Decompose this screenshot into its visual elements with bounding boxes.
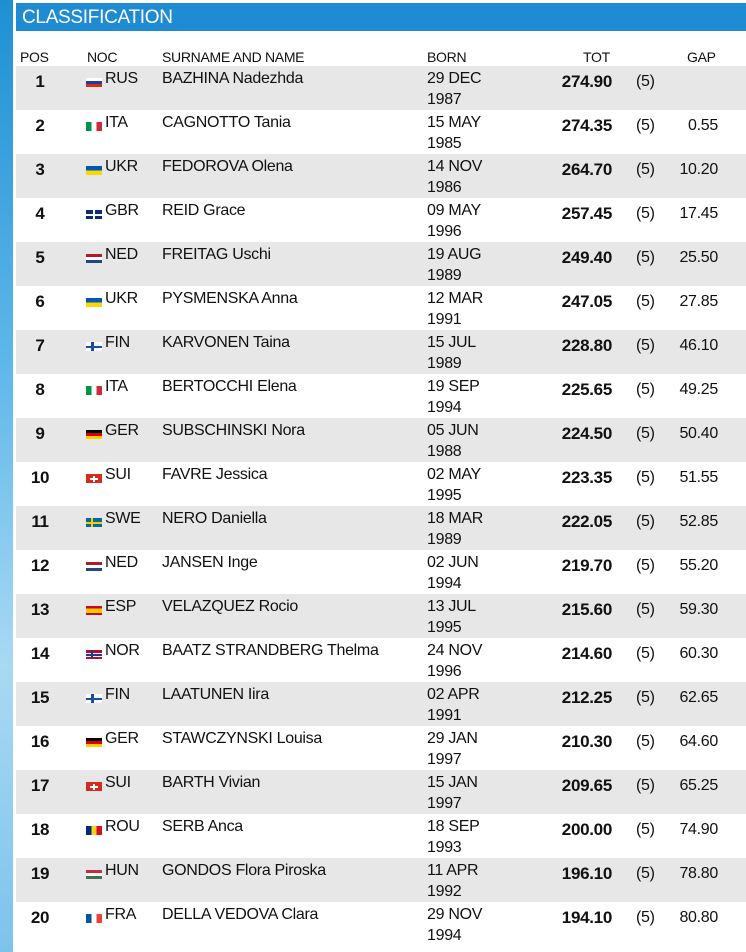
row-born bbox=[427, 200, 507, 242]
table-row bbox=[16, 594, 746, 638]
table-row bbox=[16, 286, 746, 330]
row-noc: NOR bbox=[105, 642, 140, 659]
table-row bbox=[16, 110, 746, 154]
flag-icon bbox=[86, 782, 102, 791]
column-header-born: BORN bbox=[427, 49, 467, 65]
flag-icon bbox=[86, 254, 102, 263]
born-day: 02 JUN bbox=[427, 554, 479, 571]
row-dives: (5) bbox=[636, 117, 655, 134]
row-total: 214.60 bbox=[561, 644, 612, 663]
row-athlete-name: STAWCZYNSKI Louisa bbox=[162, 730, 322, 747]
born-day: 19 AUG bbox=[427, 246, 482, 263]
row-born bbox=[427, 552, 507, 594]
row-position: 3 bbox=[35, 160, 45, 179]
row-gap: 60.30 bbox=[679, 645, 718, 662]
table-row bbox=[16, 770, 746, 814]
row-born bbox=[427, 332, 507, 374]
row-total: 212.25 bbox=[561, 688, 612, 707]
row-gap: 10.20 bbox=[679, 161, 718, 178]
column-header-pos: POS bbox=[20, 49, 49, 65]
born-year: 1989 bbox=[427, 267, 462, 284]
born-year: 1994 bbox=[427, 927, 462, 944]
row-born bbox=[427, 420, 507, 462]
row-gap: 52.85 bbox=[679, 513, 718, 530]
table-row bbox=[16, 418, 746, 462]
flag-icon bbox=[86, 826, 102, 835]
row-born bbox=[427, 816, 507, 858]
row-athlete-name: FEDOROVA Olena bbox=[162, 158, 293, 175]
row-total: 274.35 bbox=[561, 116, 612, 135]
row-noc: SWE bbox=[105, 510, 141, 527]
row-dives: (5) bbox=[636, 733, 655, 750]
decorative-sidebar bbox=[0, 0, 13, 952]
row-dives: (5) bbox=[636, 601, 655, 618]
row-athlete-name: NERO Daniella bbox=[162, 510, 267, 527]
born-day: 15 MAY bbox=[427, 114, 481, 131]
row-born bbox=[427, 156, 507, 198]
flag-icon bbox=[86, 694, 102, 703]
born-day: 02 APR bbox=[427, 686, 480, 703]
row-born bbox=[427, 728, 507, 770]
row-born bbox=[427, 464, 507, 506]
table-row bbox=[16, 902, 746, 946]
row-dives: (5) bbox=[636, 249, 655, 266]
table-row bbox=[16, 462, 746, 506]
flag-icon bbox=[86, 474, 102, 483]
row-position: 2 bbox=[35, 116, 45, 135]
row-born bbox=[427, 904, 507, 946]
row-athlete-name: VELAZQUEZ Rocio bbox=[162, 598, 298, 615]
born-year: 1991 bbox=[427, 311, 462, 328]
row-position: 5 bbox=[35, 248, 45, 267]
row-total: 200.00 bbox=[561, 820, 612, 839]
row-athlete-name: BAZHINA Nadezhda bbox=[162, 70, 304, 87]
row-born bbox=[427, 860, 507, 902]
born-day: 29 JAN bbox=[427, 730, 478, 747]
row-noc: UKR bbox=[105, 290, 138, 307]
flag-icon bbox=[86, 122, 102, 131]
row-born bbox=[427, 244, 507, 286]
row-gap: 59.30 bbox=[679, 601, 718, 618]
row-total: 224.50 bbox=[561, 424, 612, 443]
row-gap: 50.40 bbox=[679, 425, 718, 442]
table-row bbox=[16, 66, 746, 110]
row-total: 196.10 bbox=[561, 864, 612, 883]
row-position: 17 bbox=[30, 776, 50, 795]
born-year: 1994 bbox=[427, 399, 462, 416]
row-position: 11 bbox=[31, 512, 49, 531]
row-dives: (5) bbox=[636, 865, 655, 882]
row-noc: ITA bbox=[105, 114, 128, 131]
row-born bbox=[427, 684, 507, 726]
flag-icon bbox=[86, 166, 102, 175]
born-year: 1996 bbox=[427, 663, 462, 680]
row-dives: (5) bbox=[636, 205, 655, 222]
column-header-gap: GAP bbox=[687, 49, 716, 65]
born-day: 09 MAY bbox=[427, 202, 481, 219]
row-gap: 74.90 bbox=[679, 821, 718, 838]
row-total: 257.45 bbox=[561, 204, 612, 223]
row-athlete-name: KARVONEN Taina bbox=[162, 334, 290, 351]
born-year: 1986 bbox=[427, 179, 462, 196]
table-row bbox=[16, 330, 746, 374]
row-athlete-name: LAATUNEN Iira bbox=[162, 686, 269, 703]
row-total: 210.30 bbox=[561, 732, 612, 751]
born-year: 1987 bbox=[427, 91, 462, 108]
row-position: 20 bbox=[30, 908, 50, 927]
row-total: 247.05 bbox=[561, 292, 612, 311]
row-noc: HUN bbox=[105, 862, 139, 879]
row-dives: (5) bbox=[636, 337, 655, 354]
row-total: 222.05 bbox=[561, 512, 612, 531]
row-noc: ESP bbox=[105, 598, 137, 615]
row-athlete-name: BAATZ STRANDBERG Thelma bbox=[162, 642, 379, 659]
flag-icon bbox=[86, 738, 102, 747]
born-year: 1997 bbox=[427, 751, 462, 768]
row-gap: 17.45 bbox=[679, 205, 718, 222]
row-gap: 78.80 bbox=[679, 865, 718, 882]
flag-icon bbox=[86, 298, 102, 307]
row-total: 223.35 bbox=[561, 468, 612, 487]
born-year: 1985 bbox=[427, 135, 462, 152]
born-day: 24 NOV bbox=[427, 642, 483, 659]
row-athlete-name: PYSMENSKA Anna bbox=[162, 290, 298, 307]
row-dives: (5) bbox=[636, 469, 655, 486]
row-dives: (5) bbox=[636, 381, 655, 398]
row-noc: FRA bbox=[105, 906, 137, 923]
row-noc: SUI bbox=[105, 466, 131, 483]
row-born bbox=[427, 596, 507, 638]
row-athlete-name: CAGNOTTO Tania bbox=[162, 114, 291, 131]
born-year: 1995 bbox=[427, 487, 462, 504]
born-day: 19 SEP bbox=[427, 378, 480, 395]
row-gap: 49.25 bbox=[679, 381, 718, 398]
row-total: 274.90 bbox=[561, 72, 612, 91]
row-total: 264.70 bbox=[561, 160, 612, 179]
row-noc: ITA bbox=[105, 378, 128, 395]
row-gap: 62.65 bbox=[679, 689, 718, 706]
row-total: 194.10 bbox=[561, 908, 612, 927]
row-total: 209.65 bbox=[561, 776, 612, 795]
row-position: 13 bbox=[30, 600, 50, 619]
born-year: 1989 bbox=[427, 355, 462, 372]
row-athlete-name: BARTH Vivian bbox=[162, 774, 261, 791]
born-day: 13 JUL bbox=[427, 598, 476, 615]
flag-icon bbox=[86, 914, 102, 923]
row-dives: (5) bbox=[636, 161, 655, 178]
row-born bbox=[427, 376, 507, 418]
row-position: 18 bbox=[30, 820, 50, 839]
row-gap: 0.55 bbox=[688, 117, 718, 134]
row-dives: (5) bbox=[636, 513, 655, 530]
row-dives: (5) bbox=[636, 557, 655, 574]
row-athlete-name: JANSEN Inge bbox=[162, 554, 258, 571]
row-position: 6 bbox=[35, 292, 45, 311]
born-year: 1994 bbox=[427, 575, 462, 592]
row-dives: (5) bbox=[636, 821, 655, 838]
row-noc: GER bbox=[105, 730, 139, 747]
row-noc: RUS bbox=[105, 70, 138, 87]
row-gap: 64.60 bbox=[679, 733, 718, 750]
row-born bbox=[427, 640, 507, 682]
row-athlete-name: DELLA VEDOVA Clara bbox=[162, 906, 319, 923]
row-born bbox=[427, 508, 507, 550]
row-noc: FIN bbox=[105, 334, 130, 351]
born-year: 1988 bbox=[427, 443, 462, 460]
row-position: 16 bbox=[30, 732, 50, 751]
row-total: 228.80 bbox=[561, 336, 612, 355]
born-day: 05 JUN bbox=[427, 422, 479, 439]
row-gap: 51.55 bbox=[679, 469, 718, 486]
table-row bbox=[16, 682, 746, 726]
born-day: 15 JAN bbox=[427, 774, 478, 791]
flag-icon bbox=[86, 430, 102, 439]
row-dives: (5) bbox=[636, 425, 655, 442]
row-athlete-name: REID Grace bbox=[162, 202, 246, 219]
row-position: 1 bbox=[35, 72, 45, 91]
row-athlete-name: SUBSCHINSKI Nora bbox=[162, 422, 305, 439]
row-noc: ROU bbox=[105, 818, 140, 835]
table-row bbox=[16, 638, 746, 682]
born-day: 18 SEP bbox=[427, 818, 480, 835]
row-gap: 65.25 bbox=[679, 777, 718, 794]
row-position: 9 bbox=[35, 424, 45, 443]
row-total: 249.40 bbox=[561, 248, 612, 267]
column-header-name: SURNAME AND NAME bbox=[162, 49, 305, 65]
flag-icon bbox=[86, 650, 102, 659]
table-row bbox=[16, 506, 746, 550]
row-noc: NED bbox=[105, 246, 138, 263]
row-athlete-name: SERB Anca bbox=[162, 818, 243, 835]
row-position: 8 bbox=[35, 380, 45, 399]
table-row bbox=[16, 858, 746, 902]
flag-icon bbox=[86, 78, 102, 87]
flag-icon bbox=[86, 386, 102, 395]
row-gap: 80.80 bbox=[679, 909, 718, 926]
row-born bbox=[427, 772, 507, 814]
row-total: 215.60 bbox=[561, 600, 612, 619]
table-row bbox=[16, 242, 746, 286]
born-day: 02 MAY bbox=[427, 466, 481, 483]
row-noc: UKR bbox=[105, 158, 138, 175]
row-athlete-name: BERTOCCHI Elena bbox=[162, 378, 297, 395]
row-gap: 25.50 bbox=[679, 249, 718, 266]
flag-icon bbox=[86, 210, 102, 219]
born-day: 18 MAR bbox=[427, 510, 483, 527]
flag-icon bbox=[86, 870, 102, 879]
row-dives: (5) bbox=[636, 689, 655, 706]
row-noc: SUI bbox=[105, 774, 131, 791]
column-header-tot: TOT bbox=[583, 49, 610, 65]
table-row bbox=[16, 814, 746, 858]
row-athlete-name: FAVRE Jessica bbox=[162, 466, 268, 483]
row-dives: (5) bbox=[636, 293, 655, 310]
born-day: 11 APR bbox=[427, 862, 479, 879]
row-total: 219.70 bbox=[561, 556, 612, 575]
row-athlete-name: GONDOS Flora Piroska bbox=[162, 862, 326, 879]
born-year: 1989 bbox=[427, 531, 462, 548]
born-year: 1992 bbox=[427, 883, 462, 900]
born-year: 1993 bbox=[427, 839, 462, 856]
row-born bbox=[427, 112, 507, 154]
flag-icon bbox=[86, 606, 102, 615]
row-total: 225.65 bbox=[561, 380, 612, 399]
row-athlete-name: FREITAG Uschi bbox=[162, 246, 271, 263]
row-position: 12 bbox=[30, 556, 50, 575]
flag-icon bbox=[86, 518, 102, 527]
row-noc: FIN bbox=[105, 686, 130, 703]
born-year: 1997 bbox=[427, 795, 462, 812]
row-born bbox=[427, 288, 507, 330]
table-row bbox=[16, 726, 746, 770]
classification-header bbox=[16, 3, 746, 31]
flag-icon bbox=[86, 562, 102, 571]
row-position: 10 bbox=[30, 468, 50, 487]
born-day: 29 NOV bbox=[427, 906, 483, 923]
row-gap: 46.10 bbox=[679, 337, 718, 354]
row-born bbox=[427, 68, 507, 110]
table-row bbox=[16, 198, 746, 242]
flag-icon bbox=[86, 342, 102, 351]
row-gap: 55.20 bbox=[679, 557, 718, 574]
born-day: 12 MAR bbox=[427, 290, 483, 307]
row-noc: NED bbox=[105, 554, 138, 571]
row-dives: (5) bbox=[636, 909, 655, 926]
row-dives: (5) bbox=[636, 73, 655, 90]
row-dives: (5) bbox=[636, 777, 655, 794]
row-position: 7 bbox=[35, 336, 45, 355]
row-noc: GBR bbox=[105, 202, 139, 219]
row-position: 19 bbox=[30, 864, 50, 883]
row-gap: 27.85 bbox=[679, 293, 718, 310]
table-row bbox=[16, 550, 746, 594]
column-header-noc: NOC bbox=[87, 49, 118, 65]
page-title: CLASSIFICATION bbox=[22, 7, 173, 28]
row-position: 15 bbox=[30, 688, 50, 707]
born-year: 1995 bbox=[427, 619, 462, 636]
born-year: 1991 bbox=[427, 707, 462, 724]
row-dives: (5) bbox=[636, 645, 655, 662]
row-noc: GER bbox=[105, 422, 139, 439]
row-position: 4 bbox=[35, 204, 45, 223]
born-day: 15 JUL bbox=[427, 334, 476, 351]
born-year: 1996 bbox=[427, 223, 462, 240]
born-day: 29 DEC bbox=[427, 70, 482, 87]
table-row bbox=[16, 374, 746, 418]
born-day: 14 NOV bbox=[427, 158, 483, 175]
table-row bbox=[16, 154, 746, 198]
row-position: 14 bbox=[30, 644, 50, 663]
